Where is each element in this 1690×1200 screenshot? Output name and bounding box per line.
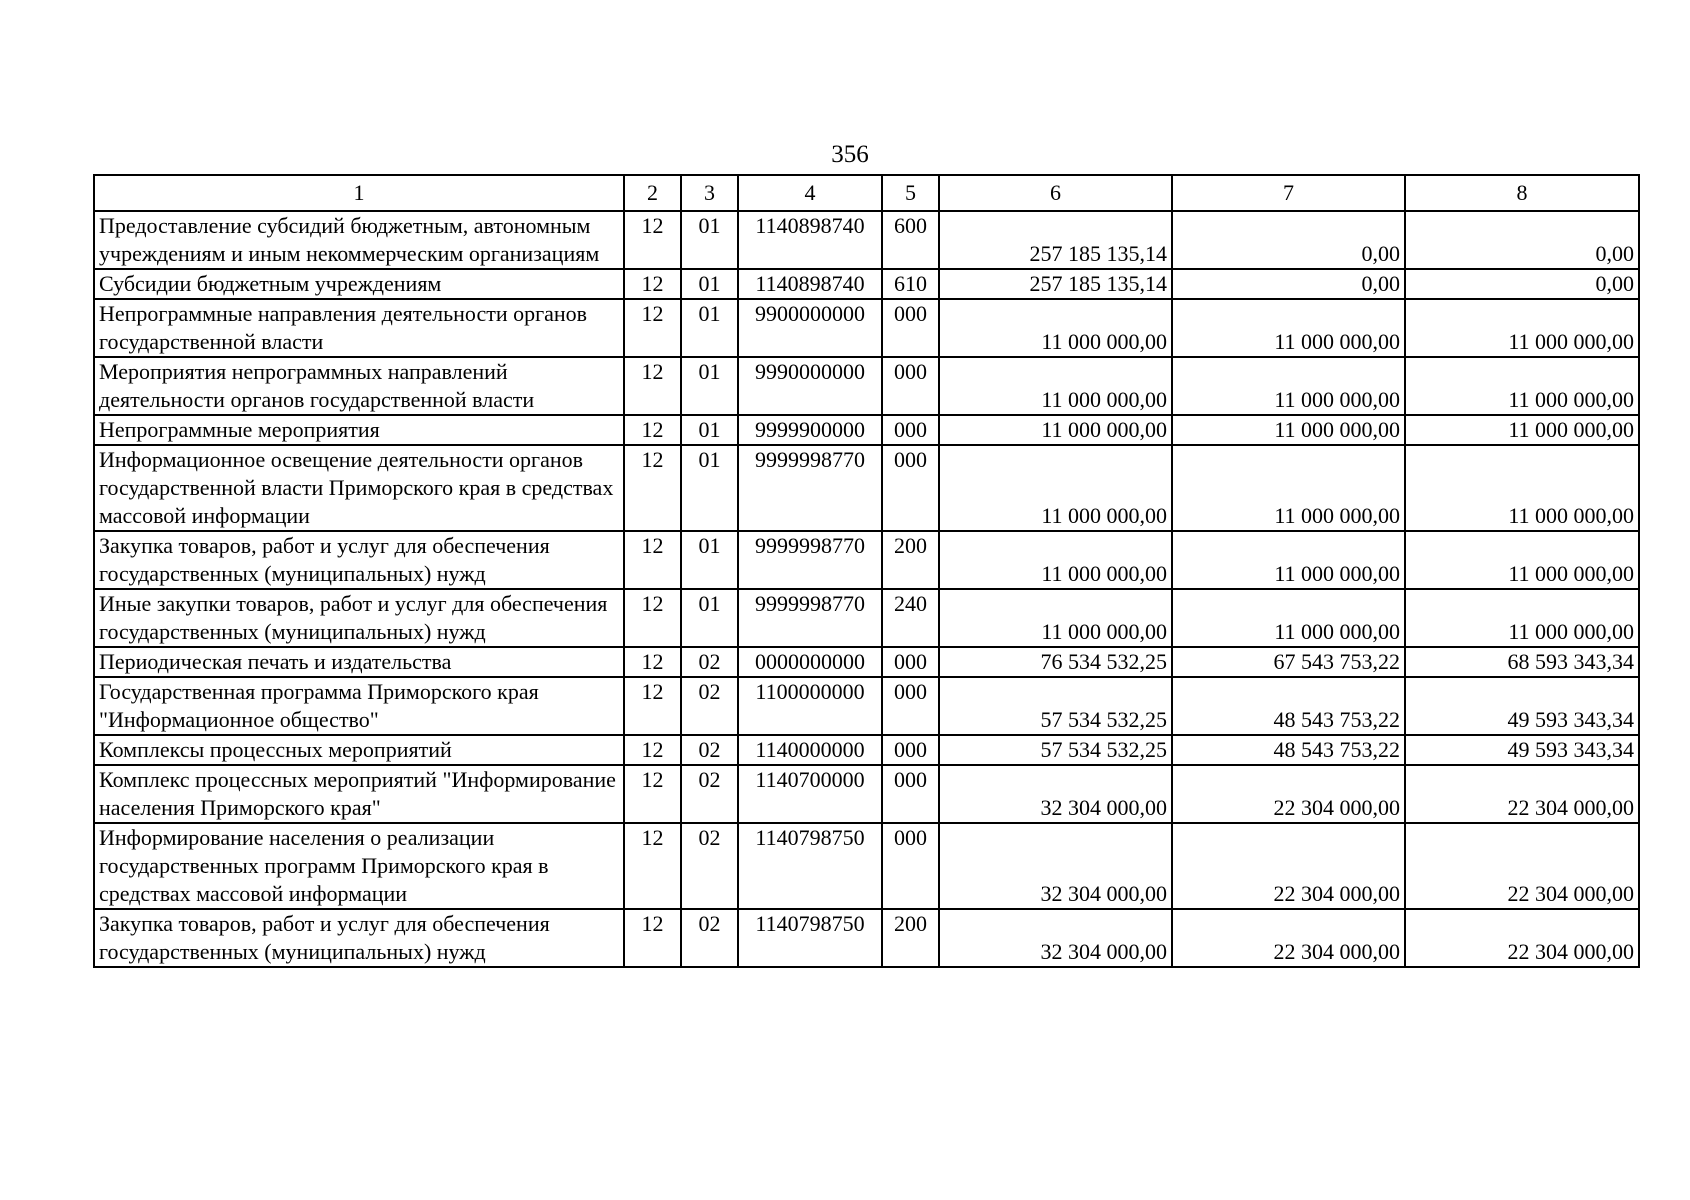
amount-col7-cell: 11 000 000,00 (1172, 589, 1405, 647)
section-code-cell: 12 (624, 765, 681, 823)
header-cell: 8 (1405, 175, 1639, 211)
section-code-cell: 12 (624, 211, 681, 269)
section-code-cell: 12 (624, 445, 681, 531)
target-article-cell: 9999998770 (738, 589, 882, 647)
amount-col8-cell: 11 000 000,00 (1405, 531, 1639, 589)
subsection-code-cell: 01 (681, 211, 738, 269)
table-row (94, 269, 1639, 299)
expense-type-cell: 600 (882, 211, 939, 269)
amount-col6-cell: 11 000 000,00 (939, 589, 1172, 647)
target-article-cell: 9999900000 (738, 415, 882, 445)
amount-col7-cell: 67 543 753,22 (1172, 647, 1405, 677)
subsection-code-cell: 01 (681, 531, 738, 589)
expense-type-cell: 000 (882, 735, 939, 765)
item-name-cell: Непрограммные направления деятельности органов государственной власти (94, 299, 624, 357)
section-code-cell: 12 (624, 735, 681, 765)
item-name-cell: Информирование населения о реализации государственных программ Приморского края в средствах массовой информации (94, 823, 624, 909)
subsection-code-cell: 02 (681, 677, 738, 735)
amount-col8-cell: 11 000 000,00 (1405, 357, 1639, 415)
item-name-cell: Мероприятия непрограммных направлений деятельности органов государственной власти (94, 357, 624, 415)
expense-type-cell: 000 (882, 677, 939, 735)
subsection-code-cell: 02 (681, 735, 738, 765)
amount-col6-cell: 11 000 000,00 (939, 299, 1172, 357)
expense-type-cell: 000 (882, 445, 939, 531)
amount-col8-cell: 22 304 000,00 (1405, 909, 1639, 967)
amount-col7-cell: 11 000 000,00 (1172, 299, 1405, 357)
table-row (94, 823, 1639, 909)
item-name-cell: Предоставление субсидий бюджетным, автономным учреждениям и иным некоммерческим организациям (94, 211, 624, 269)
amount-col7-cell: 0,00 (1172, 211, 1405, 269)
section-code-cell: 12 (624, 357, 681, 415)
page-number: 356 (831, 141, 869, 168)
table-row (94, 909, 1639, 967)
table-row (94, 677, 1639, 735)
table-row (94, 531, 1639, 589)
table-row (94, 299, 1639, 357)
subsection-code-cell: 01 (681, 589, 738, 647)
subsection-code-cell: 02 (681, 647, 738, 677)
amount-col6-cell: 11 000 000,00 (939, 415, 1172, 445)
header-cell: 3 (681, 175, 738, 211)
section-code-cell: 12 (624, 677, 681, 735)
target-article-cell: 9900000000 (738, 299, 882, 357)
target-article-cell: 9990000000 (738, 357, 882, 415)
amount-col8-cell: 49 593 343,34 (1405, 677, 1639, 735)
amount-col7-cell: 11 000 000,00 (1172, 415, 1405, 445)
expense-type-cell: 000 (882, 823, 939, 909)
table-row (94, 765, 1639, 823)
expense-type-cell: 000 (882, 415, 939, 445)
amount-col8-cell: 11 000 000,00 (1405, 589, 1639, 647)
amount-col8-cell: 49 593 343,34 (1405, 735, 1639, 765)
expense-type-cell: 200 (882, 531, 939, 589)
amount-col6-cell: 257 185 135,14 (939, 269, 1172, 299)
header-cell: 6 (939, 175, 1172, 211)
amount-col6-cell: 11 000 000,00 (939, 445, 1172, 531)
amount-col7-cell: 22 304 000,00 (1172, 909, 1405, 967)
target-article-cell: 1140700000 (738, 765, 882, 823)
amount-col7-cell: 22 304 000,00 (1172, 823, 1405, 909)
target-article-cell: 9999998770 (738, 445, 882, 531)
expense-type-cell: 610 (882, 269, 939, 299)
target-article-cell: 1140898740 (738, 211, 882, 269)
target-article-cell: 0000000000 (738, 647, 882, 677)
section-code-cell: 12 (624, 589, 681, 647)
amount-col8-cell: 0,00 (1405, 269, 1639, 299)
item-name-cell: Закупка товаров, работ и услуг для обеспечения государственных (муниципальных) нужд (94, 531, 624, 589)
amount-col7-cell: 11 000 000,00 (1172, 445, 1405, 531)
target-article-cell: 1140000000 (738, 735, 882, 765)
amount-col6-cell: 32 304 000,00 (939, 765, 1172, 823)
item-name-cell: Закупка товаров, работ и услуг для обеспечения государственных (муниципальных) нужд (94, 909, 624, 967)
subsection-code-cell: 01 (681, 357, 738, 415)
subsection-code-cell: 01 (681, 269, 738, 299)
expense-type-cell: 000 (882, 765, 939, 823)
amount-col8-cell: 11 000 000,00 (1405, 445, 1639, 531)
amount-col7-cell: 48 543 753,22 (1172, 735, 1405, 765)
subsection-code-cell: 01 (681, 415, 738, 445)
subsection-code-cell: 02 (681, 823, 738, 909)
target-article-cell: 1140798750 (738, 909, 882, 967)
section-code-cell: 12 (624, 415, 681, 445)
header-cell: 5 (882, 175, 939, 211)
section-code-cell: 12 (624, 647, 681, 677)
amount-col7-cell: 11 000 000,00 (1172, 531, 1405, 589)
expense-type-cell: 000 (882, 647, 939, 677)
amount-col8-cell: 22 304 000,00 (1405, 823, 1639, 909)
item-name-cell: Государственная программа Приморского края "Информационное общество" (94, 677, 624, 735)
amount-col8-cell: 22 304 000,00 (1405, 765, 1639, 823)
amount-col7-cell: 48 543 753,22 (1172, 677, 1405, 735)
target-article-cell: 1140898740 (738, 269, 882, 299)
header-cell: 4 (738, 175, 882, 211)
expense-type-cell: 240 (882, 589, 939, 647)
subsection-code-cell: 01 (681, 299, 738, 357)
amount-col8-cell: 68 593 343,34 (1405, 647, 1639, 677)
expense-type-cell: 000 (882, 357, 939, 415)
item-name-cell: Периодическая печать и издательства (94, 647, 624, 677)
table-row (94, 445, 1639, 531)
amount-col6-cell: 32 304 000,00 (939, 909, 1172, 967)
amount-col8-cell: 11 000 000,00 (1405, 299, 1639, 357)
expense-type-cell: 200 (882, 909, 939, 967)
section-code-cell: 12 (624, 269, 681, 299)
item-name-cell: Комплексы процессных мероприятий (94, 735, 624, 765)
item-name-cell: Комплекс процессных мероприятий "Информирование населения Приморского края" (94, 765, 624, 823)
section-code-cell: 12 (624, 531, 681, 589)
expense-type-cell: 000 (882, 299, 939, 357)
target-article-cell: 1100000000 (738, 677, 882, 735)
amount-col8-cell: 0,00 (1405, 211, 1639, 269)
header-cell: 7 (1172, 175, 1405, 211)
item-name-cell: Субсидии бюджетным учреждениям (94, 269, 624, 299)
subsection-code-cell: 02 (681, 909, 738, 967)
section-code-cell: 12 (624, 823, 681, 909)
target-article-cell: 1140798750 (738, 823, 882, 909)
amount-col7-cell: 22 304 000,00 (1172, 765, 1405, 823)
subsection-code-cell: 01 (681, 445, 738, 531)
budget-table (93, 174, 1640, 968)
table-row (94, 415, 1639, 445)
target-article-cell: 9999998770 (738, 531, 882, 589)
table-row (94, 647, 1639, 677)
amount-col7-cell: 0,00 (1172, 269, 1405, 299)
subsection-code-cell: 02 (681, 765, 738, 823)
amount-col6-cell: 76 534 532,25 (939, 647, 1172, 677)
header-cell: 2 (624, 175, 681, 211)
table-row (94, 589, 1639, 647)
amount-col6-cell: 11 000 000,00 (939, 531, 1172, 589)
amount-col6-cell: 57 534 532,25 (939, 735, 1172, 765)
budget-table-body (94, 175, 1639, 967)
amount-col6-cell: 11 000 000,00 (939, 357, 1172, 415)
section-code-cell: 12 (624, 909, 681, 967)
item-name-cell: Информационное освещение деятельности органов государственной власти Приморского края в средствах массовой информации (94, 445, 624, 531)
amount-col6-cell: 32 304 000,00 (939, 823, 1172, 909)
amount-col6-cell: 57 534 532,25 (939, 677, 1172, 735)
section-code-cell: 12 (624, 299, 681, 357)
table-row (94, 357, 1639, 415)
item-name-cell: Иные закупки товаров, работ и услуг для обеспечения государственных (муниципальных) нужд (94, 589, 624, 647)
amount-col6-cell: 257 185 135,14 (939, 211, 1172, 269)
table-row (94, 211, 1639, 269)
amount-col7-cell: 11 000 000,00 (1172, 357, 1405, 415)
table-row (94, 735, 1639, 765)
header-row (94, 175, 1639, 211)
item-name-cell: Непрограммные мероприятия (94, 415, 624, 445)
amount-col8-cell: 11 000 000,00 (1405, 415, 1639, 445)
header-cell: 1 (94, 175, 624, 211)
